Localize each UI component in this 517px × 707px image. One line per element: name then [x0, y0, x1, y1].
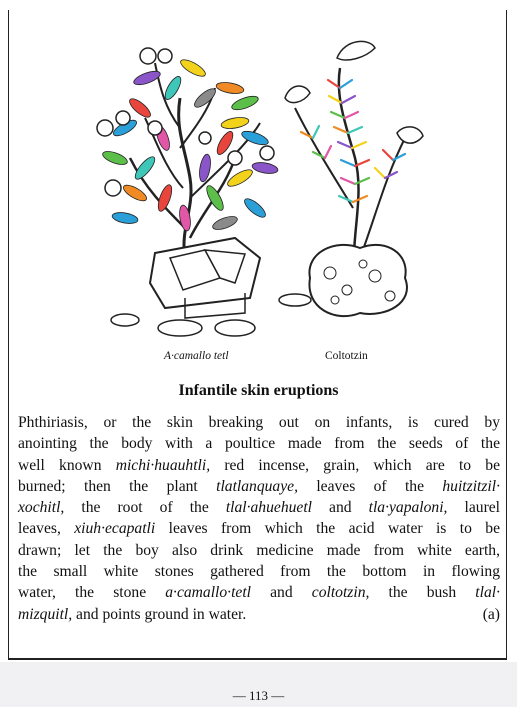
body-paragraph: [18, 412, 500, 625]
text-line: leaves, xiuh·ecapatli leaves from which the acid water is to be: [18, 520, 500, 538]
caption-coltotzin: Coltotzin: [325, 350, 368, 362]
herbal-illustration: [85, 28, 435, 346]
acamallo-stone-plant: [97, 48, 311, 336]
text-line: well known michi·huauhtli, red incense, grain, which are to be: [18, 456, 500, 474]
text-line: anointing the body with a poultice made from the seeds of the: [18, 435, 500, 453]
page-number: — 113 —: [232, 688, 285, 703]
text-line: the small white stones gathered from the bottom in flowing: [18, 563, 500, 581]
section-heading: Infantile skin eruptions: [178, 382, 339, 399]
caption-acamallo-tetl: A·camallo tetl: [164, 350, 229, 362]
text-line: xochitl, the root of the tlal·ahuehuetl and tla·yapaloni, laurel: [18, 499, 501, 517]
coltotzin-plant: [285, 41, 423, 316]
footnote-marker: (a): [482, 605, 500, 623]
text-line: drawn; let the boy also drink medicine made from white earth,: [18, 541, 500, 559]
text-line: Phthiriasis, or the skin breaking out on infants, is cured by: [18, 414, 500, 431]
text-line: mizquitl, and points ground in water. (a): [18, 604, 500, 625]
text-line: water, the stone a·camallo·tetl and coltotzin, the bush tlal·: [18, 584, 500, 602]
text-line: burned; then the plant tlatlanquaye, leaves of the huitzitzil·: [18, 477, 500, 495]
